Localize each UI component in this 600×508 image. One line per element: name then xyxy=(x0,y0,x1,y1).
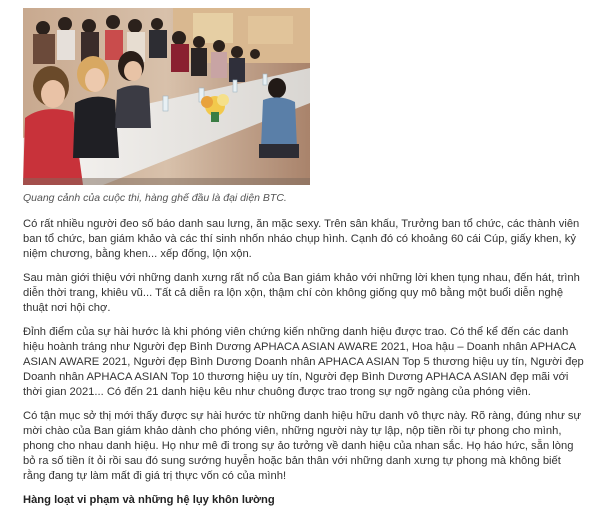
photo-caption: Quang cảnh của cuộc thi, hàng ghế đầu là đại diện BTC. xyxy=(23,192,287,204)
article-paragraph: Đỉnh điểm của sự hài hước là khi phóng viên chứng kiến những danh hiệu được trao. Có thể kể đến các danh hiệu hoành tráng như Người đẹp Bình Dương APHACA ASIAN AWARE 2021, Hoa hậu – Doanh nhân APHACA ASIAN AWARE 2021, Người đẹp Bình Dương Doanh nhân APHACA ASIAN Top 5 thương hiệu uy tín, Người đẹp Doanh nhân APHACA ASIAN Top 10 thương hiệu uy tín, Người đẹp Bình Dương APHACA ASIAN đẹp mãi với thời gian 2021... Có đến 21 danh hiệu kêu như chuông được trao trong sự ngỡ ngàng của phóng viên. xyxy=(23,326,584,398)
article-paragraph: Có rất nhiều người đeo số báo danh sau lưng, ăn mặc sexy. Trên sân khấu, Trưởng ban tổ chức, các thành viên ban tổ chức, ban giám khảo và các thí sinh nhốn nháo chụp hình. Cạnh đó có khoảng 60 cái Cúp, giấy khen, kỷ niệm chương, bằng khen... xếp đống, lộn xộn. xyxy=(23,218,580,260)
article-paragraph: Có tận mục sở thị mới thấy được sự hài hước từ những danh hiệu hữu danh vô thực này. Rõ ràng, đúng như sự mời chào của Ban giám khảo dành cho phóng viên, những người này tự lập, nộp tiền rồi tự phong cho mình, phong cho nhau danh hiệu. Họ như mê đi trong sự ảo tưởng về danh hiệu của nhan sắc. Họ háo hức, sẵn lòng bỏ ra số tiền ít ỏi rồi sau đó sung sướng huyễn hoặc bản thân với những danh xưng tự phong mà không biết rằng đang tự làm mất đi giá trị thực vốn có của mình! xyxy=(23,410,581,482)
event-photo xyxy=(23,8,310,185)
article-paragraph: Sau màn giới thiệu với những danh xưng rất nổ của Ban giám khảo với những lời khen tụng nhau, đến hát, trình diễn thời trang, khiêu vũ... Tất cả diễn ra lộn xộn, thậm chí còn không giống quy mô bằng một buổi diễn nghệ thuật nơi hội chợ. xyxy=(23,272,580,314)
section-subheading: Hàng loạt vi phạm và những hệ lụy khôn lường xyxy=(23,494,275,506)
event-photo-illustration xyxy=(23,8,310,185)
article-body xyxy=(23,0,585,508)
